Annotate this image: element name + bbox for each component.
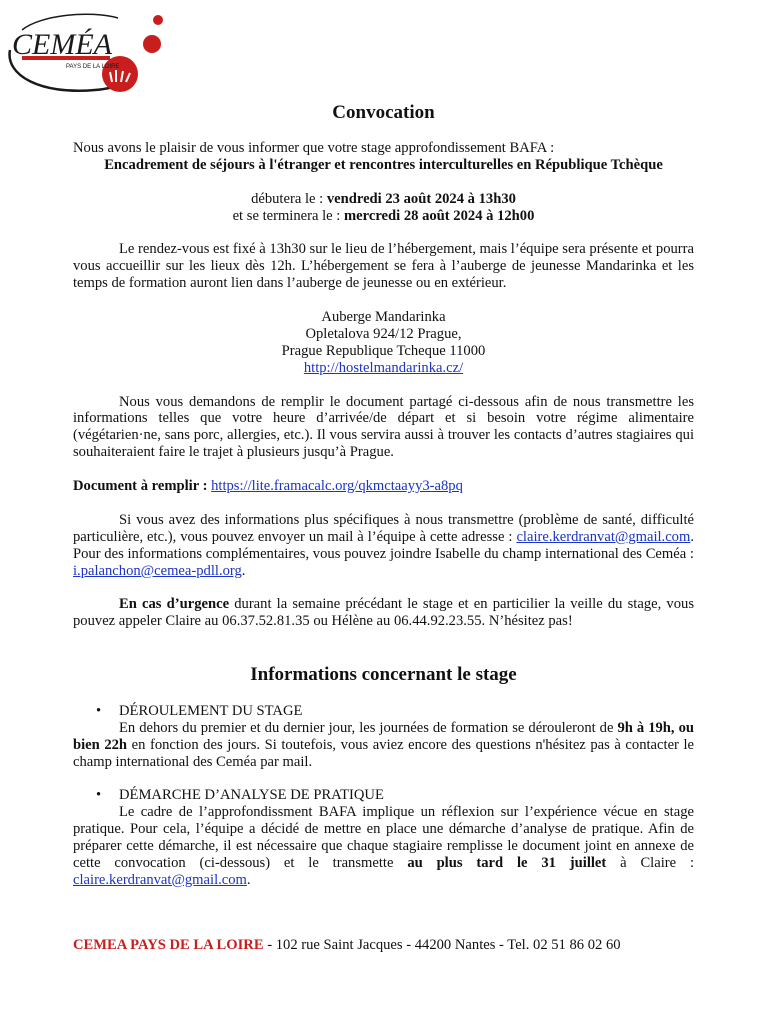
end-date: mercredi 28 août 2024 à 12h00 (344, 207, 535, 224)
analyse-paragraph (73, 804, 694, 889)
deroulement-paragraph (73, 720, 694, 771)
urgence-paragraph (73, 596, 694, 630)
cemea-logo (0, 10, 170, 96)
bullet-deroulement-heading: DÉROULEMENT DU STAGE (119, 702, 303, 719)
bullet-icon: • (96, 787, 102, 804)
deroulement-hours: 9h à 19h, ou bien 22h (73, 719, 694, 753)
analyse-text-end: . (246, 871, 251, 888)
bullet-deroulement (73, 703, 694, 720)
analyse-text-2: à Claire : (606, 854, 695, 871)
urgence-text: durant la semaine précédant le stage et en particilier la veille du stage, vous pouvez appeler Claire au 06.37.52.81.35 ou Hélène au 06.44.92.23.55. N’hésitez pas! (73, 596, 694, 630)
start-prefix: débutera le : (251, 190, 327, 207)
section-title: Informations concernant le stage (250, 663, 517, 685)
claire-email-link[interactable]: claire.kerdranvat@gmail.com (516, 528, 691, 545)
intro-text: Nous avons le plaisir de vous informer que votre stage approfondissement BAFA : (73, 140, 555, 156)
analyse-deadline: au plus tard le 31 juillet (407, 854, 607, 871)
bullet-icon: • (96, 702, 102, 719)
end-prefix: et se terminera le : (232, 207, 345, 224)
info-text-3: . (241, 562, 246, 579)
bullet-analyse (73, 787, 694, 804)
address-street: Opletalova 924/12 Prague, (305, 325, 462, 342)
page-title: Convocation (332, 102, 435, 123)
info-text-2: . Pour des informations complémentaires, vous pouvez joindre Isabelle du champ international des Ceméa : (73, 528, 694, 562)
bullet-analyse-heading: DÉMARCHE D’ANALYSE DE PRATIQUE (119, 787, 384, 804)
logo-wordmark: CEMÉA (12, 28, 112, 61)
end-line (73, 208, 694, 225)
isabelle-email-link[interactable]: i.palanchon@cemea-pdll.org (73, 562, 242, 579)
address-name: Auberge Mandarinka (321, 309, 446, 326)
document-paragraph: Nous vous demandons de remplir le document partagé ci-dessous afin de nous transmettre les informations telles que votre heure d’arrivée/de départ et si besoin votre régime alimentaire (végétarien·ne, sans porc, allergies, etc.). Il vous servira aussi à trouver les contacts d’autres stagiaires qui souhaiteraient faire le trajet à plusieurs jusqu’à Prague. (73, 393, 694, 461)
start-date: vendredi 23 août 2024 à 13h30 (326, 190, 516, 207)
document-line (73, 478, 694, 495)
info-text-1: Si vous avez des informations plus spécifiques à nous transmettre (problème de santé, difficulté particulière, etc.), vous pouvez envoyer un mail à l’équipe à cette adresse : (73, 511, 694, 545)
start-line (73, 191, 694, 208)
claire-email-link-2[interactable]: claire.kerdranvat@gmail.com (73, 871, 247, 888)
framacalc-link[interactable]: https://lite.framacalc.org/qkmctaayy3-a8pq (211, 478, 463, 495)
stage-name: Encadrement de séjours à l'étranger et rencontres interculturelles en République Tchèque (104, 156, 663, 173)
page-footer (73, 937, 713, 954)
info-paragraph (73, 512, 694, 580)
deroulement-text-2: en fonction des jours. Si toutefois, vous aviez encore des questions n'hésitez pas à contacter le champ international des Ceméa par mail. (73, 736, 695, 770)
deroulement-text-1: En dehors du premier et du dernier jour, les journées de formation se dérouleront de (119, 719, 618, 736)
footer-org: CEMEA PAYS DE LA LOIRE (73, 937, 264, 953)
address-city: Prague Republique Tcheque 11000 (281, 342, 486, 359)
letter-body (73, 102, 694, 889)
analyse-text-1: Le cadre de l’approfondissment BAFA implique un réflexion sur l’expérience vécue en stage pratique. Pour cela, l’équipe a décidé de mettre en place une démarche d’analyse de pratique. Afin de préparer cette démarche, il est nécessaire que chaque stagiaire remplisse le document joint en annexe de cette convocation (ci-dessous) et le transmette (73, 804, 694, 871)
footer-address: - 102 rue Saint Jacques - 44200 Nantes - Tel. 02 51 86 02 60 (263, 937, 621, 953)
rdv-paragraph: Le rendez-vous est fixé à 13h30 sur le lieu de l’hébergement, mais l’équipe sera présente et pourra vous accueillir sur les lieux dès 12h. L’hébergement se fera à l’auberge de jeunesse Mandarinka et les temps de formation auront lien dans l’auberge de jeunesse ou en extérieur. (73, 241, 694, 292)
hostel-link[interactable]: http://hostelmandarinka.cz/ (303, 359, 464, 376)
logo-subtext: PAYS DE LA LOIRE (66, 64, 120, 70)
document-label: Document à remplir : (73, 478, 208, 495)
urgence-label: En cas d’urgence (119, 596, 230, 613)
